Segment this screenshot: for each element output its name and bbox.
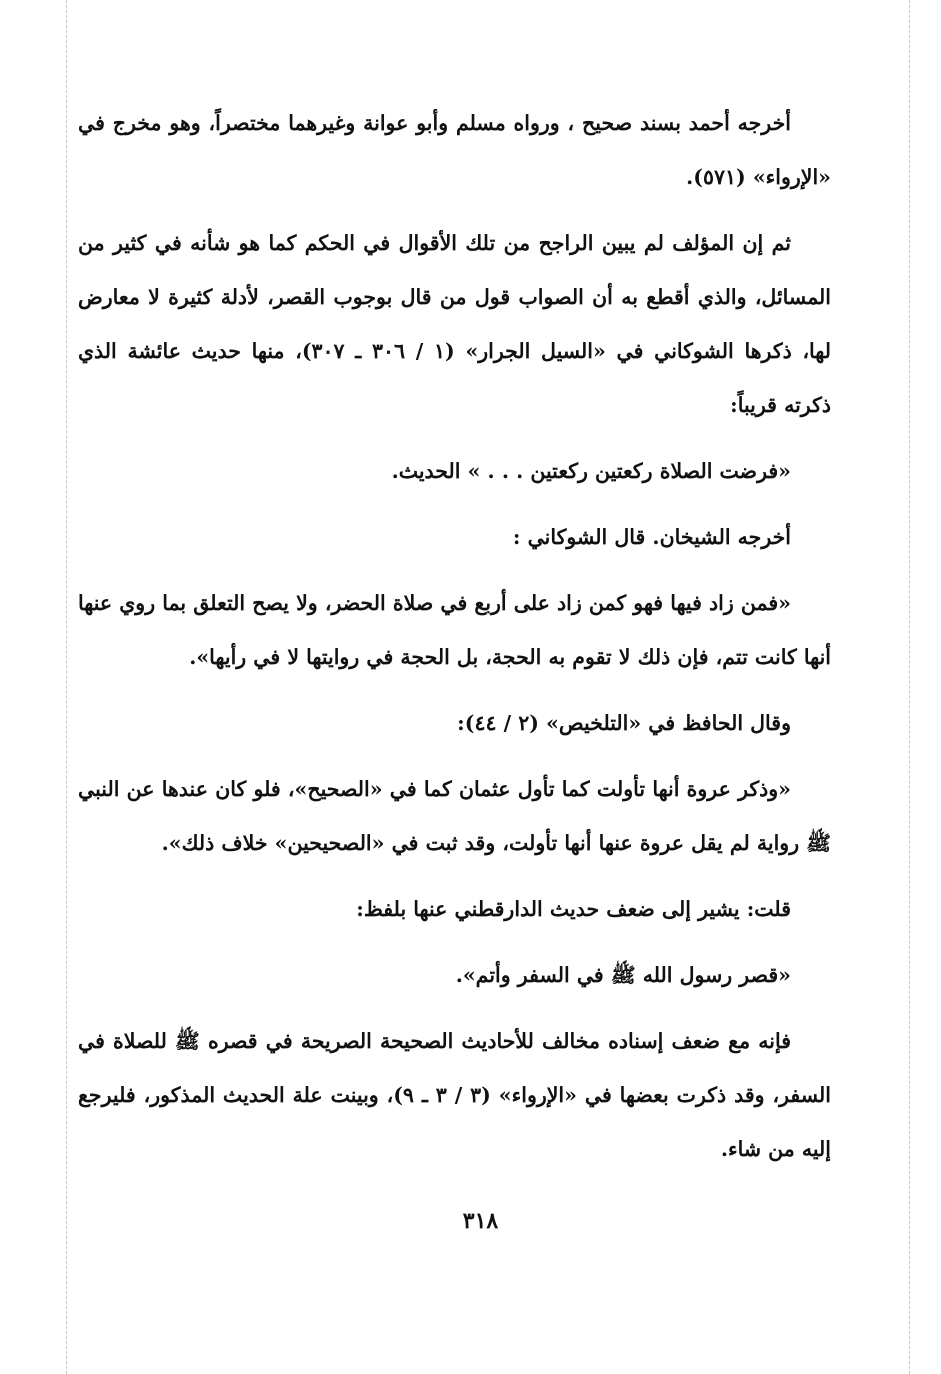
paragraph-2: ثم إن المؤلف لم يبين الراجح من تلك الأقوال في الحكم كما هو شأنه في كثير من المسائل، والذي أقطع به أن الصواب قول من قال بوجوب القصر، لأدلة كثيرة لا معارض لها، ذكرها الشوكاني في «السيل الجرار» (١ / ٣٠٦ ـ ٣٠٧)، منها حديث عائشة الذي ذكرته قريباً: bbox=[78, 231, 831, 417]
paragraph-3: «فرضت الصلاة ركعتين ركعتين . . . » الحديث. bbox=[391, 459, 791, 483]
paragraph-8: قلت: يشير إلى ضعف حديث الدارقطني عنها بلفظ: bbox=[356, 897, 791, 921]
scan-edge-right bbox=[909, 0, 910, 1374]
paragraph-1: أخرجه أحمد بسند صحيح ، ورواه مسلم وأبو عوانة وغيرهما مختصراً، وهو مخرج في «الإرواء» (٥٧١). bbox=[78, 111, 831, 189]
paragraph-6: وقال الحافظ في «التلخيص» (٢ / ٤٤): bbox=[457, 711, 791, 735]
paragraph-10: فإنه مع ضعف إسناده مخالف للأحاديث الصحيحة الصريحة في قصره ﷺ للصلاة في السفر، وقد ذكرت بعضها في «الإرواء» (٣ / ٣ ـ ٩)، وبينت علة الحديث المذكور، فليرجع إليه من شاء. bbox=[78, 1029, 832, 1161]
page-number-label: ٣١٨ bbox=[462, 1208, 499, 1234]
paragraph-5: «فمن زاد فيها فهو كمن زاد على أربع في صلاة الحضر، ولا يصح التعلق بما روي عنها أنها كانت تتم، فإن ذلك لا تقوم به الحجة، بل الحجة في روايتها لا في رأيها». bbox=[78, 591, 831, 669]
paragraph-4: أخرجه الشيخان. قال الشوكاني : bbox=[512, 525, 791, 549]
scan-edge-left bbox=[66, 0, 67, 1374]
paragraph-7: «وذكر عروة أنها تأولت كما تأول عثمان كما في «الصحيح»، فلو كان عندها عن النبي ﷺ رواية لم يقل عروة عنها أنها تأولت، وقد ثبت في «الصحيحين» خلاف ذلك». bbox=[78, 777, 831, 855]
page-number bbox=[0, 1208, 941, 1234]
page-body bbox=[78, 96, 831, 1188]
paragraph-9: «قصر رسول الله ﷺ في السفر وأتم». bbox=[455, 963, 791, 987]
